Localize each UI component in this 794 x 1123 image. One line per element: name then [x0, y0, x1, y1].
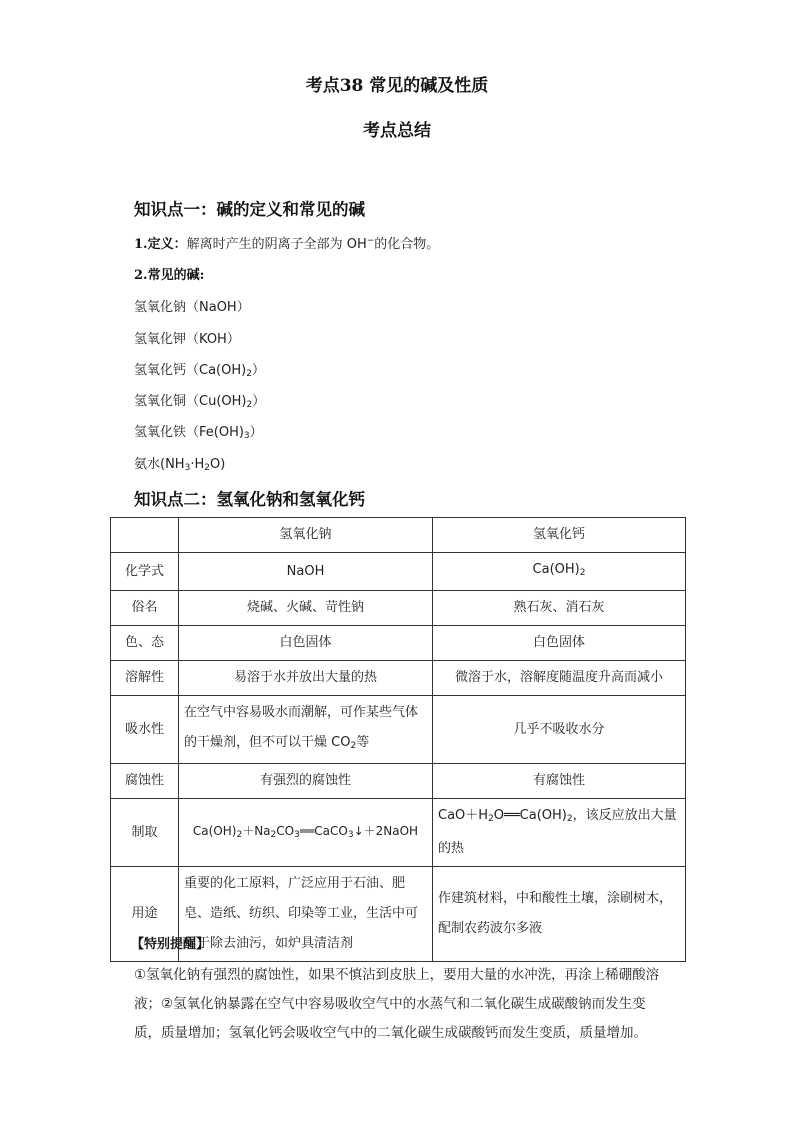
cell-text: O══Ca(OH) — [493, 808, 567, 823]
subscript: 3 — [243, 431, 250, 441]
section1-heading: 知识点一：碱的定义和常见的碱 — [134, 200, 365, 219]
cell-caoh2: 微溶于水，溶解度随温度升高而减小 — [433, 661, 686, 696]
base-item-naoh: 氢氧化钠（NaOH） — [134, 300, 250, 315]
subscript: 2 — [350, 741, 357, 751]
cell-text: Ca(OH) — [532, 562, 580, 577]
base-text: 氨水(NH — [134, 457, 185, 472]
definition-line — [134, 233, 439, 252]
table-row — [111, 696, 686, 764]
cell-text: 等 — [356, 735, 370, 750]
base-text: 氢氧化铜（Cu(OH) — [134, 394, 247, 409]
base-text: 氢氧化钙（Ca(OH) — [134, 363, 247, 378]
subscript: 2 — [236, 829, 243, 840]
table-row — [111, 661, 686, 696]
cell-caoh2: 几乎不吸收水分 — [433, 696, 686, 764]
cell-caoh2 — [433, 799, 686, 867]
definition-text-b: 的化合物。 — [374, 237, 440, 252]
subscript: 2 — [204, 463, 210, 473]
table-row — [111, 553, 686, 591]
cell-text: 在空气中容易吸水而潮解，可作某些气体的干燥剂，但不可以干燥 CO — [184, 705, 419, 750]
base-item-koh: 氢氧化钾（KOH） — [134, 332, 240, 347]
column-header-caoh2: 氢氧化钙 — [433, 518, 686, 553]
cell-caoh2: 有腐蚀性 — [433, 764, 686, 799]
row-label: 化学式 — [111, 553, 179, 591]
subscript: 2 — [246, 369, 252, 379]
cell-naoh: 重要的化工原料，广泛应用于石油、肥皂、造纸、纺织、印染等工业，生活中可用于除去油污，如炉具清洁剂 — [179, 867, 433, 962]
table-row — [111, 591, 686, 626]
page-title: 考点38 常见的碱及性质 — [305, 76, 489, 96]
table-row — [111, 799, 686, 867]
base-text: ·H — [190, 457, 205, 472]
base-text: 氢氧化铁（Fe(OH) — [134, 425, 244, 440]
base-item-caoh2 — [134, 359, 265, 379]
subscript: 3 — [294, 829, 300, 840]
cell-text: CaO＋H — [438, 808, 489, 823]
base-item-ammonia — [134, 453, 225, 473]
definition-text-a: 解离时产生的阴离子全部为 OH — [186, 237, 367, 252]
cell-text: ，该反应放出大量的热 — [438, 808, 677, 856]
base-item-cuoh2 — [134, 390, 265, 410]
subscript: 3 — [184, 463, 191, 473]
page-subtitle: 考点总结 — [363, 121, 431, 141]
table-corner-cell — [111, 518, 179, 553]
table-header-row — [111, 518, 686, 553]
base-text: ） — [251, 363, 265, 378]
section2-heading: 知识点二：氢氧化钠和氢氧化钙 — [134, 490, 365, 509]
tip-paragraph: ①氢氧化钠有强烈的腐蚀性，如果不慎沾到皮肤上，要用大量的水冲洗，再涂上稀硼酸溶液；②氢氧化钠暴露在空气中容易吸收空气中的水蒸气和二氧化碳生成碳酸钠而发生变质，质量增加；氢氧化钙会吸收空气中的二氧化碳生成碳酸钙而发生变质，质量增加。 — [134, 967, 660, 1041]
row-label: 制取 — [111, 799, 179, 867]
cell-caoh2: 作建筑材料，中和酸性土壤，涂刷树木，配制农药波尔多液 — [433, 867, 686, 962]
cell-caoh2: 白色固体 — [433, 626, 686, 661]
common-bases-label: 2.常见的碱: — [134, 268, 205, 283]
cell-naoh — [179, 799, 433, 867]
subscript: 2 — [566, 814, 573, 824]
subscript: 2 — [270, 829, 277, 840]
base-text: O) — [209, 457, 226, 472]
row-label: 吸水性 — [111, 696, 179, 764]
base-text: ） — [249, 425, 263, 440]
column-header-naoh: 氢氧化钠 — [179, 518, 433, 553]
cell-naoh: NaOH — [179, 553, 433, 591]
row-label: 色、态 — [111, 626, 179, 661]
common-bases-label-line — [134, 264, 204, 283]
cell-text: CO — [276, 823, 295, 838]
cell-text: ↓＋2NaOH — [353, 823, 419, 838]
cell-caoh2: 熟石灰、消石灰 — [433, 591, 686, 626]
row-label: 腐蚀性 — [111, 764, 179, 799]
definition-label: 1.定义： — [134, 237, 187, 252]
definition-sup: − — [366, 236, 375, 246]
cell-caoh2 — [433, 553, 686, 591]
cell-naoh — [179, 696, 433, 764]
subscript: 2 — [488, 814, 494, 824]
base-item-feoh3 — [134, 421, 263, 441]
row-label: 用途 — [111, 867, 179, 962]
row-label: 溶解性 — [111, 661, 179, 696]
row-label: 俗名 — [111, 591, 179, 626]
subscript: 2 — [579, 568, 586, 578]
table-row — [111, 764, 686, 799]
cell-naoh: 有强烈的腐蚀性 — [179, 764, 433, 799]
base-text: ） — [252, 394, 266, 409]
cell-text: ══CaCO — [299, 823, 348, 838]
table-row — [111, 626, 686, 661]
subscript: 2 — [246, 400, 253, 410]
cell-naoh: 烧碱、火碱、苛性钠 — [179, 591, 433, 626]
cell-text: Ca(OH) — [192, 823, 237, 838]
cell-text: ＋Na — [242, 823, 271, 838]
cell-naoh: 白色固体 — [179, 626, 433, 661]
cell-naoh: 易溶于水并放出大量的热 — [179, 661, 433, 696]
comparison-table — [110, 517, 686, 962]
tip-heading: 【特别提醒】 — [131, 937, 210, 952]
subscript: 3 — [347, 829, 354, 840]
